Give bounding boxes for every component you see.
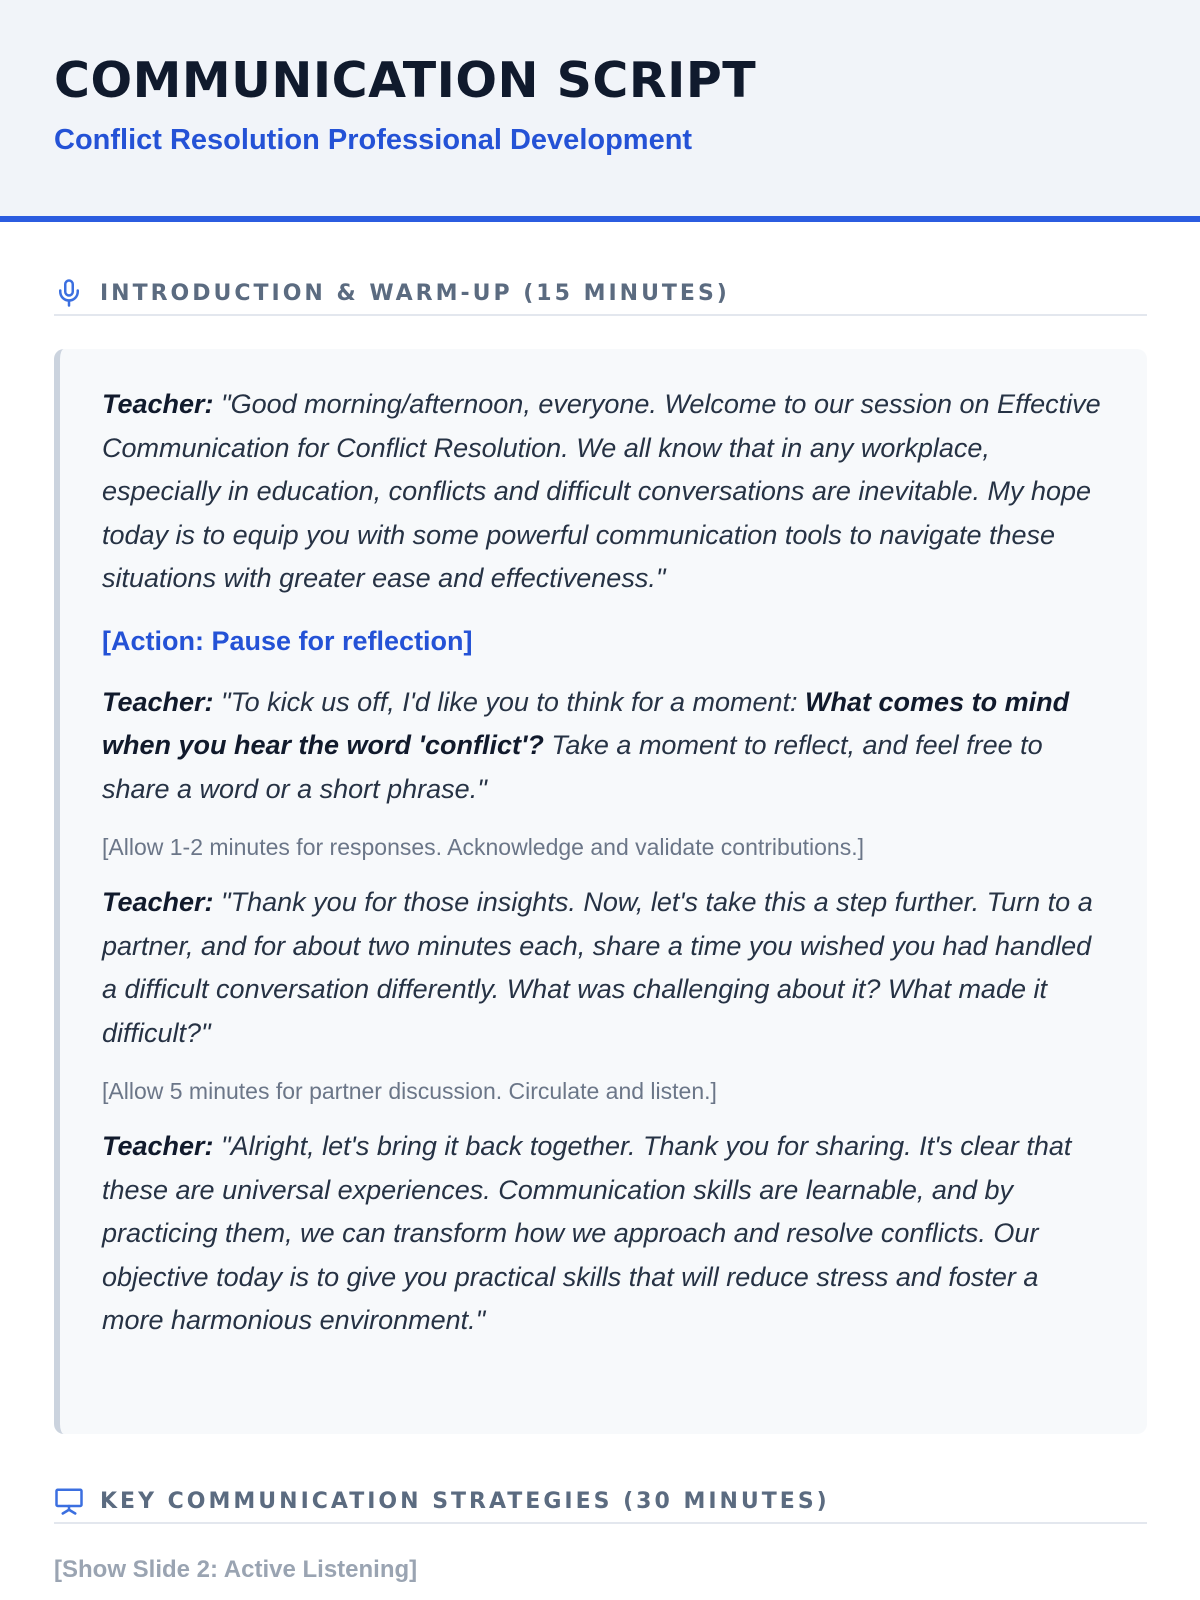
script-box bbox=[54, 349, 1147, 1434]
speaker-label: Teacher: bbox=[102, 389, 214, 419]
script-paragraph bbox=[102, 681, 1107, 812]
dialogue-text: Take a moment to reflect, and feel free to share a word or a short phrase." bbox=[102, 730, 1043, 804]
dialogue-text: "Alright, let's bring it back together. Thank you for sharing. It's clear that these are universal experiences. Communication skills are learnable, and by practicing them, we can transform how we approach and resolve conflicts. Our objective today is to give you practical skills that will reduce stress and foster a more harmonious environment." bbox=[102, 1131, 1072, 1335]
speaker-label: Teacher: bbox=[102, 887, 214, 917]
facilitator-note: [Allow 1-2 minutes for responses. Acknowledge and validate contributions.] bbox=[102, 834, 864, 860]
speaker-label: Teacher: bbox=[102, 1131, 214, 1161]
speaker-label: Teacher: bbox=[102, 686, 214, 717]
action-cue: [Action: Pause for reflection] bbox=[102, 625, 473, 656]
dialogue-text: "Good morning/afternoon, everyone. Welcome to our session on Effective Communication for Conflict Resolution. We all know that in any workplace, especially in education, conflicts and difficult conversations are inevitable. My hope today is to equip you with some powerful communication tools to navigate these situations with greater ease and effectiveness." bbox=[102, 389, 1101, 593]
script-paragraph bbox=[102, 1125, 1107, 1343]
microphone-icon bbox=[54, 278, 84, 308]
slide-cue: [Show Slide 2: Active Listening] bbox=[54, 1556, 418, 1583]
section-title: INTRODUCTION & WARM-UP (15 MINUTES) bbox=[100, 281, 730, 306]
script-paragraph bbox=[102, 383, 1107, 601]
section-header-strategies bbox=[54, 1480, 1147, 1524]
facilitator-note: [Allow 5 minutes for partner discussion. Circulate and listen.] bbox=[102, 1078, 717, 1104]
dialogue-text: "To kick us off, I'd like you to think for a moment: bbox=[213, 686, 806, 717]
section-header-introduction bbox=[54, 272, 1147, 316]
page-header bbox=[0, 0, 1200, 222]
script-paragraph bbox=[102, 881, 1107, 1055]
section-title: KEY COMMUNICATION STRATEGIES (30 MINUTES) bbox=[100, 1489, 830, 1514]
presentation-icon bbox=[54, 1486, 84, 1516]
page-subtitle: Conflict Resolution Professional Development bbox=[54, 124, 693, 156]
emphasized-question: What comes to mind when you hear the word 'conflict'? bbox=[102, 686, 1070, 760]
dialogue-text: "Thank you for those insights. Now, let's take this a step further. Turn to a partner, and for about two minutes each, share a time you wished you had handled a difficult conversation differently. What was challenging about it? What made it difficult?" bbox=[102, 887, 1093, 1048]
page-title: COMMUNICATION SCRIPT bbox=[54, 52, 757, 109]
